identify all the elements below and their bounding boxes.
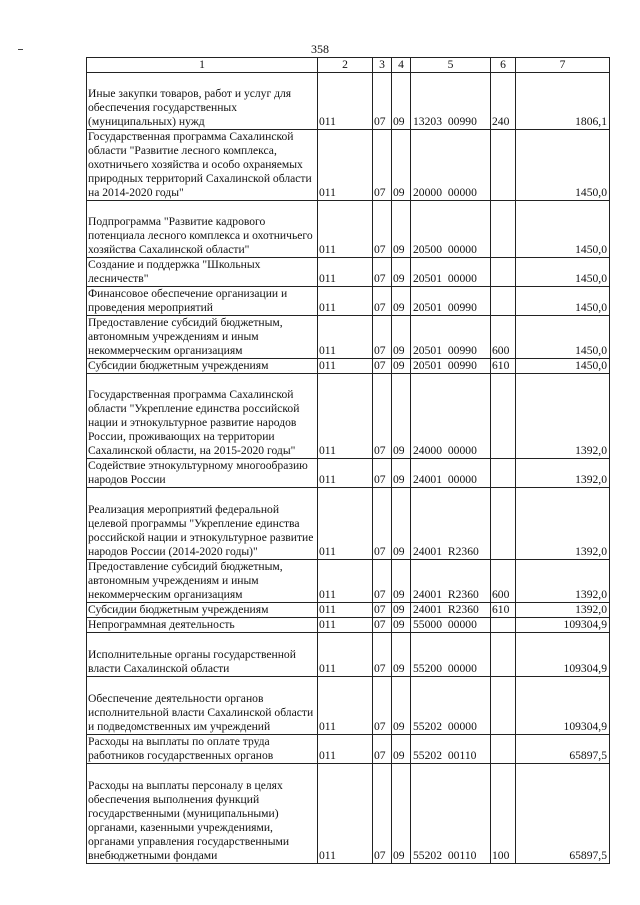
table-row: [87, 764, 610, 864]
section-code: 07: [373, 560, 392, 603]
expense-type-code: 600: [491, 316, 516, 359]
header-cell: 7: [516, 58, 610, 73]
target-code: 55000 00000: [411, 618, 491, 633]
row-name: Финансовое обеспечение организации и проведения мероприятий: [87, 287, 318, 316]
table-row: [87, 130, 610, 201]
ministry-code: 011: [318, 603, 373, 618]
expense-type-code: [491, 374, 516, 459]
amount: 109304,9: [516, 618, 610, 633]
table-row: [87, 677, 610, 735]
amount: 109304,9: [516, 677, 610, 735]
amount: 1392,0: [516, 603, 610, 618]
target-code: 24001 R2360: [411, 603, 491, 618]
expense-type-code: [491, 201, 516, 258]
section-code: 07: [373, 764, 392, 864]
table-row: [87, 201, 610, 258]
subsection-code: 09: [392, 560, 411, 603]
ministry-code: 011: [318, 677, 373, 735]
row-name: Субсидии бюджетным учреждениям: [87, 359, 318, 374]
ministry-code: 011: [318, 560, 373, 603]
expense-type-code: [491, 130, 516, 201]
amount: 1450,0: [516, 258, 610, 287]
expense-type-code: 240: [491, 73, 516, 130]
amount: 1450,0: [516, 287, 610, 316]
subsection-code: 09: [392, 677, 411, 735]
target-code: 55202 00110: [411, 764, 491, 864]
subsection-code: 09: [392, 603, 411, 618]
table-row: [87, 603, 610, 618]
table-row: [87, 488, 610, 560]
ministry-code: 011: [318, 316, 373, 359]
row-name: Содействие этнокультурному многообразию народов России: [87, 459, 318, 488]
target-code: 55200 00000: [411, 633, 491, 677]
subsection-code: 09: [392, 73, 411, 130]
table-row: [87, 359, 610, 374]
subsection-code: 09: [392, 316, 411, 359]
table-row: [87, 287, 610, 316]
expense-type-code: 100: [491, 764, 516, 864]
section-code: 07: [373, 374, 392, 459]
ministry-code: 011: [318, 73, 373, 130]
expense-type-code: [491, 488, 516, 560]
target-code: 24001 00000: [411, 459, 491, 488]
ministry-code: 011: [318, 735, 373, 764]
amount: 1392,0: [516, 459, 610, 488]
subsection-code: 09: [392, 618, 411, 633]
ministry-code: 011: [318, 287, 373, 316]
target-code: 20501 00990: [411, 359, 491, 374]
expense-type-code: [491, 258, 516, 287]
expense-type-code: [491, 618, 516, 633]
expense-type-code: [491, 677, 516, 735]
section-code: 07: [373, 258, 392, 287]
ministry-code: 011: [318, 359, 373, 374]
row-name: Подпрограмма "Развитие кадрового потенциала лесного комплекса и охотничьего хозяйства Сахалинской области": [87, 201, 318, 258]
expense-type-code: 610: [491, 603, 516, 618]
section-code: 07: [373, 618, 392, 633]
table-row: [87, 258, 610, 287]
section-code: 07: [373, 488, 392, 560]
amount: 1450,0: [516, 359, 610, 374]
row-name: Обеспечение деятельности органов исполнительной власти Сахалинской области и подведомственных им учреждений: [87, 677, 318, 735]
target-code: 20000 00000: [411, 130, 491, 201]
target-code: 24001 R2360: [411, 560, 491, 603]
header-cell: 4: [392, 58, 411, 73]
subsection-code: 09: [392, 488, 411, 560]
target-code: 13203 00990: [411, 73, 491, 130]
section-code: 07: [373, 73, 392, 130]
amount: 65897,5: [516, 764, 610, 864]
header-cell: 6: [491, 58, 516, 73]
section-code: 07: [373, 677, 392, 735]
target-code: 55202 00000: [411, 677, 491, 735]
target-code: 20501 00000: [411, 258, 491, 287]
row-name: Расходы на выплаты по оплате труда работников государственных органов: [87, 735, 318, 764]
ministry-code: 011: [318, 764, 373, 864]
expense-type-code: [491, 735, 516, 764]
amount: 109304,9: [516, 633, 610, 677]
amount: 1392,0: [516, 374, 610, 459]
table-row: [87, 73, 610, 130]
ministry-code: 011: [318, 618, 373, 633]
target-code: 24001 R2360: [411, 488, 491, 560]
row-name: Предоставление субсидий бюджетным, автономным учреждениям и иным некоммерческим организациям: [87, 316, 318, 359]
table-row: [87, 560, 610, 603]
expense-type-code: 600: [491, 560, 516, 603]
row-name: Государственная программа Сахалинской области "Развитие лесного комплекса, охотничьего хозяйства и особо охраняемых природных территорий Сахалинской области на 2014-2020 годы": [87, 130, 318, 201]
section-code: 07: [373, 633, 392, 677]
row-name: Исполнительные органы государственной власти Сахалинской области: [87, 633, 318, 677]
row-name: Расходы на выплаты персоналу в целях обеспечения выполнения функций государственными (муниципальными) органами, казенными учреждениями, органами управления государственными внебюджетными фондами: [87, 764, 318, 864]
subsection-code: 09: [392, 201, 411, 258]
amount: 1392,0: [516, 488, 610, 560]
ministry-code: 011: [318, 201, 373, 258]
expense-type-code: [491, 633, 516, 677]
ministry-code: 011: [318, 633, 373, 677]
ministry-code: 011: [318, 130, 373, 201]
header-cell: 1: [87, 58, 318, 73]
ministry-code: 011: [318, 374, 373, 459]
ministry-code: 011: [318, 488, 373, 560]
amount: 1450,0: [516, 130, 610, 201]
table-row: [87, 459, 610, 488]
section-code: 07: [373, 603, 392, 618]
subsection-code: 09: [392, 633, 411, 677]
section-code: 07: [373, 459, 392, 488]
table-row: [87, 735, 610, 764]
table-row: [87, 633, 610, 677]
amount: 1392,0: [516, 560, 610, 603]
row-name: Предоставление субсидий бюджетным, автономным учреждениям и иным некоммерческим организациям: [87, 560, 318, 603]
section-code: 07: [373, 130, 392, 201]
expense-type-code: [491, 287, 516, 316]
budget-table: [86, 57, 610, 864]
margin-mark: [18, 49, 23, 50]
row-name: Реализация мероприятий федеральной целевой программы "Укрепление единства российской нации и этнокультурное развитие народов России (2014-2020 годы)": [87, 488, 318, 560]
target-code: 20501 00990: [411, 287, 491, 316]
subsection-code: 09: [392, 459, 411, 488]
section-code: 07: [373, 735, 392, 764]
amount: 1450,0: [516, 201, 610, 258]
page-number: 358: [311, 42, 329, 56]
target-code: 20500 00000: [411, 201, 491, 258]
subsection-code: 09: [392, 764, 411, 864]
subsection-code: 09: [392, 735, 411, 764]
header-cell: 2: [318, 58, 373, 73]
subsection-code: 09: [392, 359, 411, 374]
row-name: Непрограммная деятельность: [87, 618, 318, 633]
section-code: 07: [373, 287, 392, 316]
row-name: Субсидии бюджетным учреждениям: [87, 603, 318, 618]
target-code: 20501 00990: [411, 316, 491, 359]
section-code: 07: [373, 201, 392, 258]
amount: 1806,1: [516, 73, 610, 130]
table-row: [87, 374, 610, 459]
expense-type-code: 610: [491, 359, 516, 374]
expense-type-code: [491, 459, 516, 488]
ministry-code: 011: [318, 459, 373, 488]
section-code: 07: [373, 316, 392, 359]
ministry-code: 011: [318, 258, 373, 287]
table-row: [87, 316, 610, 359]
target-code: 55202 00110: [411, 735, 491, 764]
header-row: [87, 58, 610, 73]
subsection-code: 09: [392, 287, 411, 316]
amount: 65897,5: [516, 735, 610, 764]
row-name: Создание и поддержка "Школьных лесничеств": [87, 258, 318, 287]
target-code: 24000 00000: [411, 374, 491, 459]
header-cell: 3: [373, 58, 392, 73]
table-row: [87, 618, 610, 633]
header-cell: 5: [411, 58, 491, 73]
row-name: Государственная программа Сахалинской области "Укрепление единства российской нации и этнокультурное развитие народов России, проживающих на территории Сахалинской области, на 2015-2020 годы": [87, 374, 318, 459]
subsection-code: 09: [392, 258, 411, 287]
row-name: Иные закупки товаров, работ и услуг для обеспечения государственных (муниципальных) нужд: [87, 73, 318, 130]
section-code: 07: [373, 359, 392, 374]
subsection-code: 09: [392, 130, 411, 201]
amount: 1450,0: [516, 316, 610, 359]
subsection-code: 09: [392, 374, 411, 459]
